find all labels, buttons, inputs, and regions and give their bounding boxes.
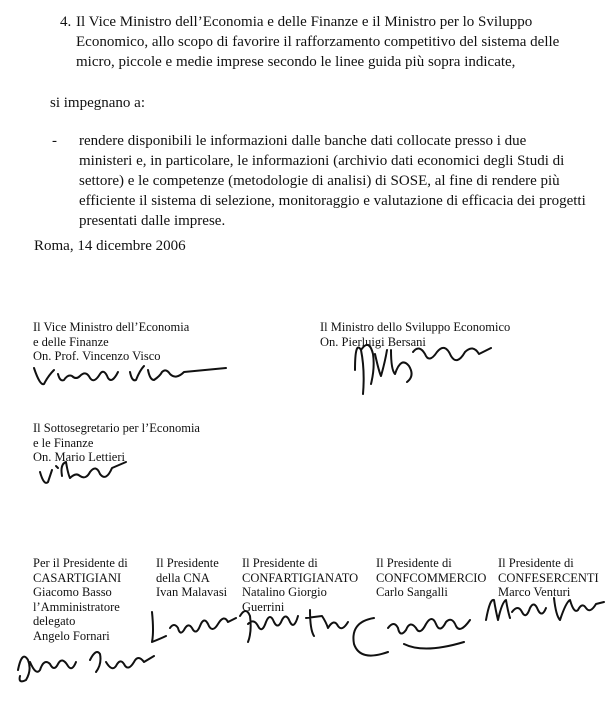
signatory-line: delegato [33, 614, 76, 628]
signatory-line: Carlo Sangalli [376, 585, 448, 599]
signatory-line: Il Ministro dello Sviluppo Economico [320, 320, 511, 334]
signatory-vice-minister [33, 320, 189, 364]
point-4-line: Economico, allo scopo di favorire il rafforzamento competitivo del sistema delle [76, 34, 560, 50]
point-4-text [76, 12, 601, 72]
signatory-line: Il Sottosegretario per l’Economia [33, 421, 200, 435]
signatory-line: Il Presidente di [242, 556, 318, 570]
signatory-line: Marco Venturi [498, 585, 571, 599]
signature-visco [30, 358, 230, 390]
bullet-line: efficiente il sistema di selezione, monitoraggio e valutazione di efficacia dei progetti [79, 193, 586, 209]
bullet-marker: - [52, 133, 57, 149]
signatory-line: On. Prof. Vincenzo Visco [33, 349, 161, 363]
signatory-confcommercio [376, 556, 486, 600]
point-4-number: 4. [60, 14, 72, 30]
signatory-line: Giacomo Basso [33, 585, 112, 599]
signatory-line: Il Presidente di [376, 556, 452, 570]
signatory-line: l’Amministratore [33, 599, 120, 614]
point-4-line: micro, piccole e medie imprese secondo le linee guida più sopra indicate, [76, 54, 516, 70]
signatory-line: CONFCOMMERCIO [376, 570, 487, 585]
bullet-line: ministeri e, in particolare, le informazioni (archivio dati economici degli Studi di [79, 153, 565, 169]
signatory-line: Il Presidente di [498, 556, 574, 570]
bullet-text [79, 131, 601, 231]
signatory-line: CONFARTIGIANATO [242, 570, 359, 585]
signature-venturi [480, 590, 606, 630]
signature-lettieri [36, 458, 136, 488]
signatory-line: On. Mario Lettieri [33, 450, 125, 464]
signatory-line: On. Pierluigi Bersani [320, 334, 426, 349]
bullet-line: rendere disponibili le informazioni dalle banche dati collocate presso i due [79, 133, 527, 149]
signatory-cna [156, 556, 227, 600]
signatory-line: della CNA [156, 570, 210, 585]
signatory-line: Il Presidente [156, 556, 219, 570]
date-line: Roma, 14 dicembre 2006 [34, 238, 186, 254]
signatory-line: Ivan Malavasi [156, 585, 228, 599]
signatory-line: CONFESERCENTI [498, 570, 599, 585]
signature-bersani [345, 330, 505, 402]
point-4-line: Il Vice Ministro dell’Economia e delle Finanze e il Ministro per lo Sviluppo [76, 14, 533, 30]
signature-fornari [10, 640, 160, 690]
signatory-line: Guerrini [242, 599, 285, 614]
signatory-line: e le Finanze [33, 435, 94, 450]
signature-malavasi [146, 606, 242, 648]
bullet-line: settore) e le competenze (metodologie di analisi) di SOSE, al fine di rendere più [79, 173, 560, 189]
bleed-through-smudge [270, 690, 273, 702]
signatory-line: Il Vice Ministro dell’Economia [33, 320, 190, 334]
signature-sangalli [344, 604, 490, 666]
signatory-line: e delle Finanze [33, 334, 109, 349]
bullet-line: presentati dalle imprese. [79, 213, 226, 229]
signatory-line: Natalino Giorgio [242, 585, 327, 599]
commitment-heading: si impegnano a: [50, 95, 145, 111]
signatory-line: Per il Presidente di [33, 556, 128, 570]
signatory-casartigiani [33, 556, 128, 643]
signatory-line: CASARTIGIANI [33, 570, 122, 585]
signatory-line: Angelo Fornari [33, 628, 110, 643]
signature-guerrini [234, 600, 354, 648]
